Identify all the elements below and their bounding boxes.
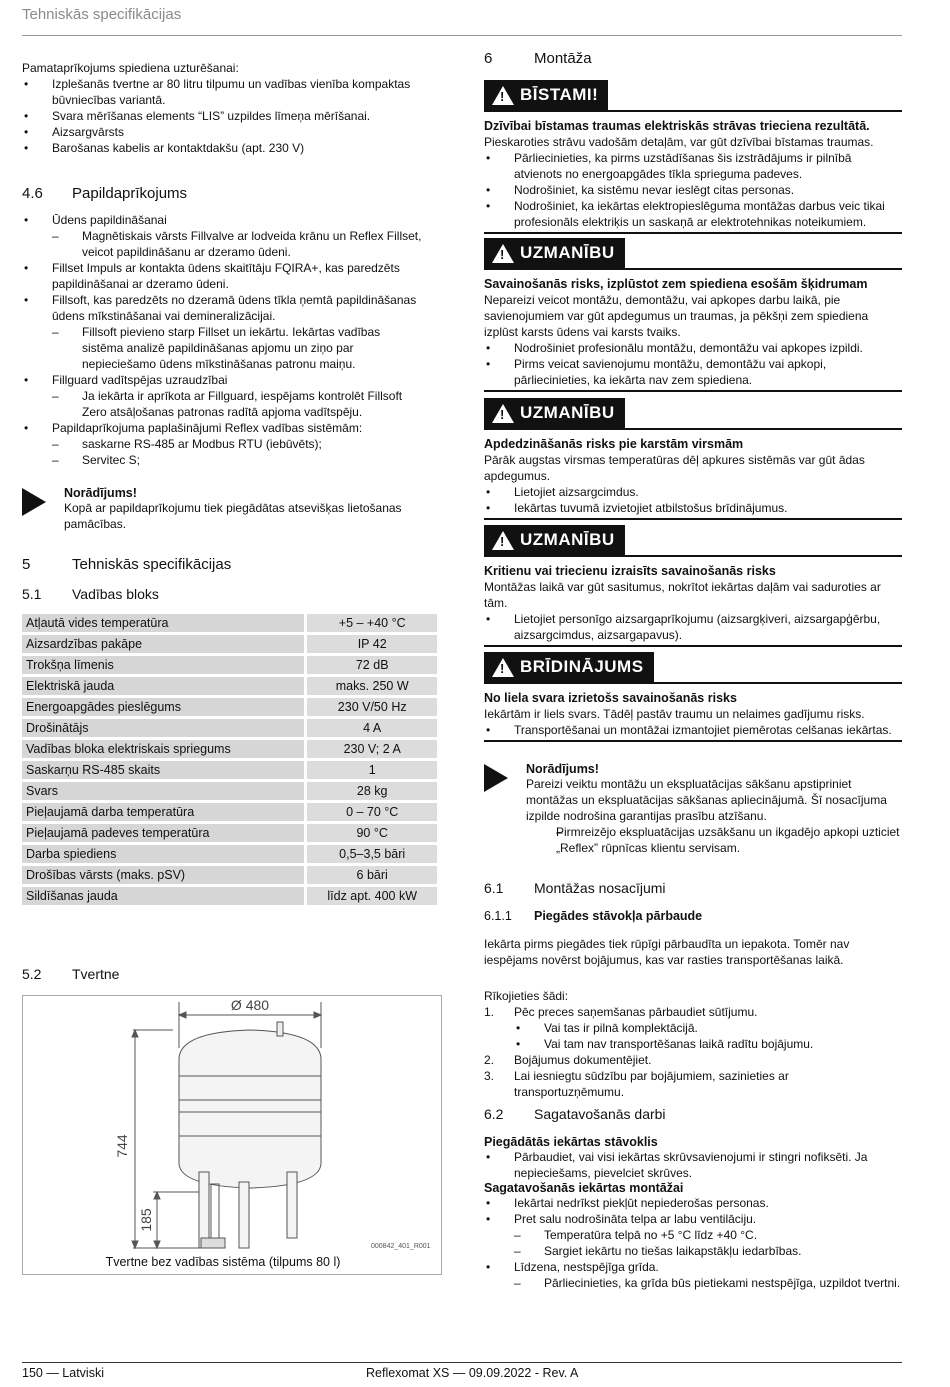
table-row [22,635,437,653]
note-text: Pareizi veiktu montāžu un ekspluatācijas sākšanu apstipriniet montāžas un ekspluatācijas sākšanas apliecinājumā. Šī nosacījuma izpilde nodrošina garantijas prasību atzīšanu. [526,777,887,823]
caution-block [484,398,902,520]
warning-label: UZMANĪBU [520,243,615,262]
section-heading: 6.1 Montāžas nosacījumi [484,880,666,896]
spec-value: 0,5–3,5 bāri [307,845,437,863]
list-item: 1. Pēc preces saņemšanas pārbaudiet sūtījumu. [484,1005,758,1019]
intro-text: Pamataprīkojums spiediena uzturēšanai: [22,61,239,75]
table-row [22,614,437,632]
spec-value: 6 bāri [307,866,437,884]
list-subitem: – Servitec S; [22,452,422,468]
page-header: Tehniskās specifikācijas [22,6,182,23]
list-item: • Svara mērīšanas elements “LIS” uzpildes līmeņa mērīšanai. [22,108,440,124]
warning-icon: ! [492,244,514,263]
list-item: • Pret salu nodrošināta telpa ar labu ventilāciju. [484,1211,902,1227]
note-arrow-icon [22,488,46,516]
warning-text: Pārāk augstas virsmas temperatūras dēļ apkures sistēmās var gūt ādas apdegumus. [484,453,865,483]
list-item: • Nodrošiniet, ka iekārtas elektropieslēguma montāžas darbus veic tikai profesionāls elektriķis un saskaņā ar elektrotehnikas noteikumiem. [484,198,902,230]
warning-label: BĪSTAMI! [520,85,599,104]
spec-value: līdz apt. 400 kW [307,887,437,905]
list-item: • Pārliecinieties, ka pirms uzstādīšanas šis izstrādājums ir pilnībā atvienots no energoapgādes tīkla sprieguma padeves. [484,150,902,182]
warning-title: Dzīvībai bīstamas traumas elektriskās strāvas trieciena rezultātā. [484,119,870,133]
spec-label: Trokšņa līmenis [22,656,304,674]
warning-label: UZMANĪBU [520,403,615,422]
warning-title: Kritienu vai triecienu izraisīts savainošanās risks [484,564,776,578]
list-item: • Transportēšanai un montāžai izmantojiet piemērotas celšanas iekārtas. [484,722,902,738]
note-box [484,762,902,856]
spec-label: Vadības bloka elektriskais spriegums [22,740,304,758]
list-item: • Ūdens papildināšanai [22,212,422,228]
spec-label: Energoapgādes pieslēgums [22,698,304,716]
spec-label: Elektriskā jauda [22,677,304,695]
list-subitem: – saskarne RS-485 ar Modbus RTU (iebūvēts); [22,436,422,452]
table-row [22,656,437,674]
list-item: • Iekārtas tuvumā izvietojiet atbilstošus brīdinājumus. [484,500,902,516]
list-item: 3. Lai iesniegtu sūdzību par bojājumiem, sazinieties ar transportuzņēmumu. [484,1069,789,1099]
tank-figure [22,995,442,1275]
table-row [22,887,437,905]
spec-label: Pieļaujamā padeves temperatūra [22,824,304,842]
table-row [22,740,437,758]
warning-title: No liela svara izrietošs savainošanās risks [484,691,737,705]
warning-icon: ! [492,404,514,423]
list-item: • Pārbaudiet, vai visi iekārtas skrūvsavienojumi ir stingri nofiksēti. Ja nepieciešams, pievelciet skrūves. [484,1149,902,1181]
spec-value: 230 V; 2 A [307,740,437,758]
table-row [22,803,437,821]
spec-label: Pieļaujamā darba temperatūra [22,803,304,821]
caution-block [484,238,902,392]
list-item: • Pirms veicat savienojumu montāžu, demontāžu vai apkopi, pārliecinieties, ka iekārta nav zem spiediena. [484,356,902,388]
note-arrow-icon [484,764,508,792]
note-title: Norādījums! [64,486,137,500]
warning-icon: ! [492,531,514,550]
warning-title: Apdedzināšanās risks pie karstām virsmām [484,437,744,451]
danger-block [484,80,902,234]
table-row [22,824,437,842]
section-heading: 6 Montāža [484,50,592,67]
spec-value: 0 – 70 °C [307,803,437,821]
diameter-label: Ø 480 [230,997,270,1013]
list-subitem: • Vai tas ir pilnā komplektācijā. [484,1020,902,1036]
table-row [22,719,437,737]
list-subitem: – Temperatūra telpā no +5 °C līdz +40 °C. [484,1227,902,1243]
footer-divider [22,1362,902,1363]
footer-doc: Reflexomat XS — 09.09.2022 - Rev. A [366,1366,579,1380]
table-row [22,698,437,716]
figure-caption: Tvertne bez vadības sistēma (tilpums 80 l) [105,1255,341,1269]
height-label: 744 [114,1134,130,1158]
note-title: Norādījums! [526,762,599,776]
subheading: Piegādātās iekārtas stāvoklis [484,1135,658,1149]
spec-value: 72 dB [307,656,437,674]
table-row [22,782,437,800]
spec-value: 4 A [307,719,437,737]
spec-value: 90 °C [307,824,437,842]
spec-label: Svars [22,782,304,800]
spec-label: Darba spiediens [22,845,304,863]
section-heading: 6.2 Sagatavošanās darbi [484,1106,666,1122]
list-item: • Fillsoft, kas paredzēts no dzeramā ūdens tīkla ņemtā papildināšanas ūdens mīkstināšanai vai demineralizācijai. [22,292,422,324]
list-item: 2. Bojājumus dokumentējiet. [484,1053,652,1067]
leg-height-label: 185 [138,1208,154,1232]
tank-drawing [23,996,441,1274]
list-item: • Fillguard vadītspējas uzraudzībai [22,372,422,388]
spec-value: 1 [307,761,437,779]
spec-label: Aizsardzības pakāpe [22,635,304,653]
warning-block [484,652,902,742]
warning-icon: ! [492,86,514,105]
list-item: • Papildaprīkojuma paplašinājumi Reflex vadības sistēmām: [22,420,422,436]
note-text: Kopā ar papildaprīkojumu tiek piegādātas atsevišķas lietošanas pamācības. [64,501,402,531]
warning-label: BRĪDINĀJUMS [520,657,644,676]
spec-value: IP 42 [307,635,437,653]
spec-label: Atļautā vides temperatūra [22,614,304,632]
footer-page: 150 — Latviski [22,1366,104,1380]
spec-value: 28 kg [307,782,437,800]
list-item: • Aizsargvārsts [22,124,440,140]
list-subitem: – Sargiet iekārtu no tiešas laikapstākļu iedarbības. [484,1243,902,1259]
list-subitem: – Fillsoft pievieno starp Fillset un iekārtu. Iekārtas vadības sistēma analizē papildināšanas apjomu un ziņo par nepieciešamo ūdens mīkstināšanas patronu maiņu. [22,324,422,372]
warning-text: Montāžas laikā var gūt sasitumus, nokrītot iekārtas daļām vai saduroties ar tām. [484,580,881,610]
paragraph: Iekārta pirms piegādes tiek rūpīgi pārbaudīta un iepakota. Tomēr nav iespējams novērst bojājumus, kas var rasties transportēšanas laikā. [484,937,850,967]
caution-block [484,525,902,647]
list-item: • Fillset Impuls ar kontakta ūdens skaitītāju FQIRA+, kas paredzēts papildināšanai ar dzeramo ūdeni. [22,260,422,292]
spec-table [19,611,440,908]
table-row [22,761,437,779]
warning-text: Pieskaroties strāvu vadošām detaļām, var gūt dzīvībai bīstamas traumas. [484,135,874,149]
spec-label: Saskarņu RS-485 skaits [22,761,304,779]
warning-text: Nepareizi veicot montāžu, demontāžu, vai apkopes darbu laikā, pie savienojumiem var gūt apdegumus un traumas, ja pēkšņi zem spiediena izplūst karsts ūdens vai karsts tvaiks. [484,293,869,339]
list-subitem: – Pārliecinieties, ka grīda būs pietiekami nestspējīga, uzpildot tvertni. [484,1275,902,1291]
spec-value: maks. 250 W [307,677,437,695]
section-heading: 5.2 Tvertne [22,966,120,982]
figure-code: 000842_401_R001 [371,1243,431,1250]
section-heading: 5 Tehniskās specifikācijas [22,556,232,573]
list-item: • Iekārtai nedrīkst piekļūt nepiederošas personas. [484,1195,902,1211]
section-heading: 6.1.1 Piegādes stāvokļa pārbaude [484,909,703,923]
section-heading: 5.1 Vadības bloks [22,586,159,602]
table-row [22,845,437,863]
spec-value: +5 – +40 °C [307,614,437,632]
warning-title: Savainošanās risks, izplūstot zem spiediena esošām šķidrumam [484,277,868,291]
table-row [22,866,437,884]
list-subitem: – Magnētiskais vārsts Fillvalve ar lodveida krānu un Reflex Fillset, veicot papildināšanu ar dzeramo ūdeni. [22,228,422,260]
list-subitem: – Pirmreizējo ekspluatācijas uzsākšanu un ikgadējo apkopi uzticiet „Reflex” rūpnīcas klientu servisam. [526,824,902,856]
header-divider [22,35,902,36]
subheading: Sagatavošanās iekārtas montāžai [484,1181,684,1195]
list-item: • Lietojiet aizsargcimdus. [484,484,902,500]
list-item: • Līdzena, nestspējīga grīda. [484,1259,902,1275]
warning-text: Iekārtām ir liels svars. Tādēļ pastāv traumu un nelaimes gadījumu risks. [484,707,865,721]
warning-label: UZMANĪBU [520,530,615,549]
table-row [22,677,437,695]
note-box [22,486,422,532]
spec-label: Drošinātājs [22,719,304,737]
list-subitem: • Vai tam nav transportēšanas laikā radītu bojājumu. [484,1036,902,1052]
spec-label: Sildīšanas jauda [22,887,304,905]
list-subitem: – Ja iekārta ir aprīkota ar Fillguard, iespējams kontrolēt Fillsoft Zero atsāļošanas patronas radītā apjoma vadītspēju. [22,388,422,420]
section-heading: 4.6 Papildaprīkojums [22,185,188,202]
spec-value: 230 V/50 Hz [307,698,437,716]
warning-icon: ! [492,658,514,677]
list-item: • Lietojiet personīgo aizsargaprīkojumu (aizsargķiveri, aizsargapģērbu, aizsargcimdus, aizsargapavus). [484,611,902,643]
spec-label: Drošības vārsts (maks. pSV) [22,866,304,884]
paragraph: Rīkojieties šādi: [484,989,569,1003]
list-item: • Izplešanās tvertne ar 80 litru tilpumu un vadības vienība kompaktas būvniecības variantā. [22,76,440,108]
list-item: • Nodrošiniet, ka sistēmu nevar ieslēgt citas personas. [484,182,902,198]
list-item: • Barošanas kabelis ar kontaktdakšu (apt. 230 V) [22,140,440,156]
list-item: • Nodrošiniet profesionālu montāžu, demontāžu vai apkopes izpildi. [484,340,902,356]
